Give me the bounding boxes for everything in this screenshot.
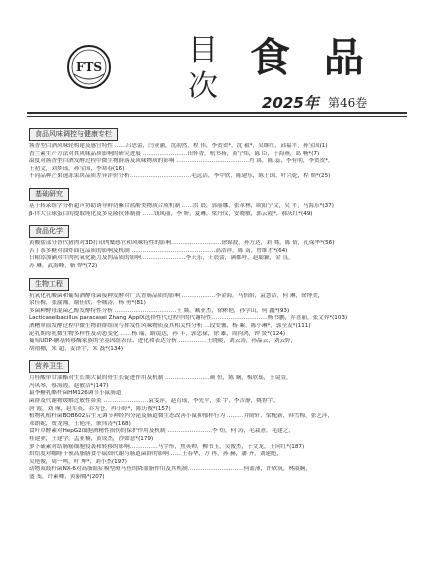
toc-entry[interactable]: 酱香型白酒风味轮构建及感官特性 ……吕思蕾，闫亚涵，沈韵然，程 伟，李贺贺*，沈 毅*，吴继红，邱福平，孙宝国(1)	[29, 143, 328, 149]
toc-entry[interactable]: 黄酸盐部分替代猪肉对3D打印肉糜感官和风味特性的影响………………………徐锦波，孙方达，刘 骞，陈 倩，孔保华*(56)	[29, 240, 335, 247]
toc-entry[interactable]: 苏 琳，武海峰，靳 烨*(72)	[29, 262, 98, 269]
toc-entry[interactable]: 胡禧棚，朱 超，姜泽宇，朱 磊*(134)	[29, 345, 124, 352]
toc-entry[interactable]: 菌群及代谢物缓解过敏性鼻炎 ……………………袁雯萍，赵育瑶，李先平，张 宇，李吉静，姚鲁宇，	[29, 398, 279, 405]
toc-entry[interactable]: 吴艳俊，周一鸣，叶 坤*，刘小杰(197)	[29, 458, 127, 465]
toc-entry[interactable]: 萝卜硫素对结肠癌细胞侵袭和转移的影响……………马宇彤，焦英帅，柳书玉，吴俊杰，于文龙，王向红*(187)	[29, 443, 305, 450]
toc-entry[interactable]: 余佳梅，张渝湘，谢佳欣，李城涛，杨 勇*(81)	[29, 300, 146, 307]
header-rule-thin	[27, 116, 407, 117]
header-rule	[27, 112, 407, 114]
toc-entry[interactable]: 月桂酸单甘油酯对生长期大鼠的骨生长促进作用及机制 ……………………颜 恒，陈 娴，梅欣瑶，王镜萱，	[29, 375, 292, 382]
toc-entry[interactable]: Lacticaseibacillus paracasei Zhang AppIX选择性代过程中的代谢特性…………………………杨书鹏，乔喜丽，张文羿*(103)	[29, 315, 348, 322]
toc-entry[interactable]: 邓朗妮，贾龙翔，王艳萍，耿伟涛*(168)	[29, 420, 131, 427]
title-char-ci: 次	[188, 69, 218, 104]
issue-year: 2025年	[262, 94, 319, 112]
toc-section	[29, 353, 411, 481]
toc-entry[interactable]: 王初文，刘梦瑶，孙宝国，李寒春(16)	[29, 165, 125, 172]
journal-logo	[66, 44, 112, 90]
toc-entry[interactable]: 桂建业，王建学，孟亚楠，黄成杰，沙如意*(179)	[29, 436, 154, 443]
toc-section	[29, 121, 411, 181]
toc-entry[interactable]: 唐 霞，刘 瑾，赵军英，乔为仓，冉小婷*，陈历俊*(157)	[29, 405, 171, 412]
section-title: 食品风味调控与健康专栏	[29, 128, 118, 141]
toc-section	[29, 218, 411, 270]
toc-section	[29, 271, 411, 354]
section-title: 营养卫生	[29, 360, 69, 373]
toc-entry[interactable]: 日粮添加硒对牛肉抗氧化能力及肉品质的影响……………………李天乐，王晨蕾，满都呼，赵聪颖，金 良，	[29, 255, 294, 262]
section-title: 生物工程	[29, 278, 69, 291]
toc-entry[interactable]: 苦丁茶多糖对油炸面包品质的影响及机制 ………………………………………高浩祥，陈 南，曾维才*(64)	[29, 247, 288, 254]
section-title: 食品化学	[29, 225, 69, 238]
title-char-mu: 目	[188, 33, 218, 68]
toc-entry[interactable]: 不同品种芒果递冻果块品质差异评价分析……………………………毛远洁，李中欣，陈建乐，陈土国，叶兴乾，程 焕*(25)	[29, 173, 331, 180]
section-title: 基础研究	[29, 188, 69, 201]
logo-text: FTS	[75, 60, 103, 74]
issue-volume: 第46卷	[328, 96, 368, 110]
toc-entry[interactable]: 盛 斐，许素卿，黄丽娜*(207)	[29, 474, 105, 480]
toc-entry[interactable]: 鼠李糖乳酪杆菌HM126调节小鼠肠道	[29, 390, 122, 397]
toc-entry[interactable]: 食叶草酵素对HepG2细胞酒精性损伤的保护作用及机制 ……………………李 烜，何 涛，毛栽薏，毛建之，	[29, 428, 294, 435]
toc-section	[29, 181, 411, 218]
journal-name: 食 品	[250, 34, 374, 81]
toc-entry[interactable]: 葡萄UDP-糖基转移酶家族的全基因组表征、进化和表达分析 ……………王晓暖，刘云涛，孙晶云，刘云婷，	[29, 338, 297, 345]
toc-entry[interactable]: 烘焙度对咖啡干预高脂膳食小鼠细代谢与肠道菌群的影响 ……王春华，方 冉，孙 赫，潘 齐，刘建彪，	[29, 451, 283, 458]
toc-entry[interactable]: 基于转录组学分析超声协助诱导鲜切紫甘蓝酚类物质合成机制 ……洪 晨，郭丽娜，张革林，欧阳宁文，吴 平，马海乐*(37)	[29, 202, 334, 209]
toc-entry[interactable]: 泌乳期母乳微生物多样性及动态变化 ……杨 瑞，路镜达，孙 丰，郭忠禄，徐 雄，周钧鸿，钟 贤*(124)	[29, 330, 286, 337]
toc-entry[interactable]: 冯风琴，蔡海霞，赵敏洁*(147)	[29, 382, 109, 389]
toc-entry[interactable]: β-伴大豆球蛋白的提取纯化及多克隆抗体制备 ……钱凤丽，李 妍，夏琳，梁丹仪，安晓敏，郭云霞*，郝庆红*(49)	[29, 210, 313, 217]
toc-entry[interactable]: 香兰素生产方法对其风味品质影响的研究进展 ……………………田怀香，杭书扬，黄宁炜，陈 臣，于海燕，葛 畅*(7)	[29, 150, 320, 157]
toc-entry[interactable]: 植物乳植杆菌BOB602后生元调节神经内分泌及肠道微生态改善小鼠抑郁样行为 ………井晴轩，梁配新，韩雪梅，张艺萍，	[29, 413, 334, 420]
toc-entry[interactable]: 多菌种酵母混菌乙醇发酵特性分析 ……………………………王 燚，臧亚杰，徐彬艳，孙学山，何 鑫*(93)	[29, 307, 290, 314]
toc-entry[interactable]: 抗氧化乳酸菌和葡萄酒酵母菌接种发酵对广式香肠品质的影响 ………………李金海，马怡焰，袁慧洁，何 琳，徐博美，	[29, 292, 324, 299]
toc-entry[interactable]: 温度对酱香型白酒发酵过程中微生物群落及风味物质的影响 …………………………………肖 禹，陈 蕊，李有明，李贺贺*，	[29, 158, 334, 165]
table-of-contents	[29, 121, 411, 482]
toc-entry[interactable]: 酒糟单血发酵过程中微生物群群组成与挥发性风味物质及其相关性分析 …段安馨，杨 絮，陈小琳*，郭全友*(111)	[29, 322, 311, 329]
toc-entry[interactable]: 动物双歧杆菌NX-6对高脂血症模型斑马鱼的降血脂作用及其机制…………………………何蓝薄，许欣筑，林淑娴，	[29, 466, 311, 473]
